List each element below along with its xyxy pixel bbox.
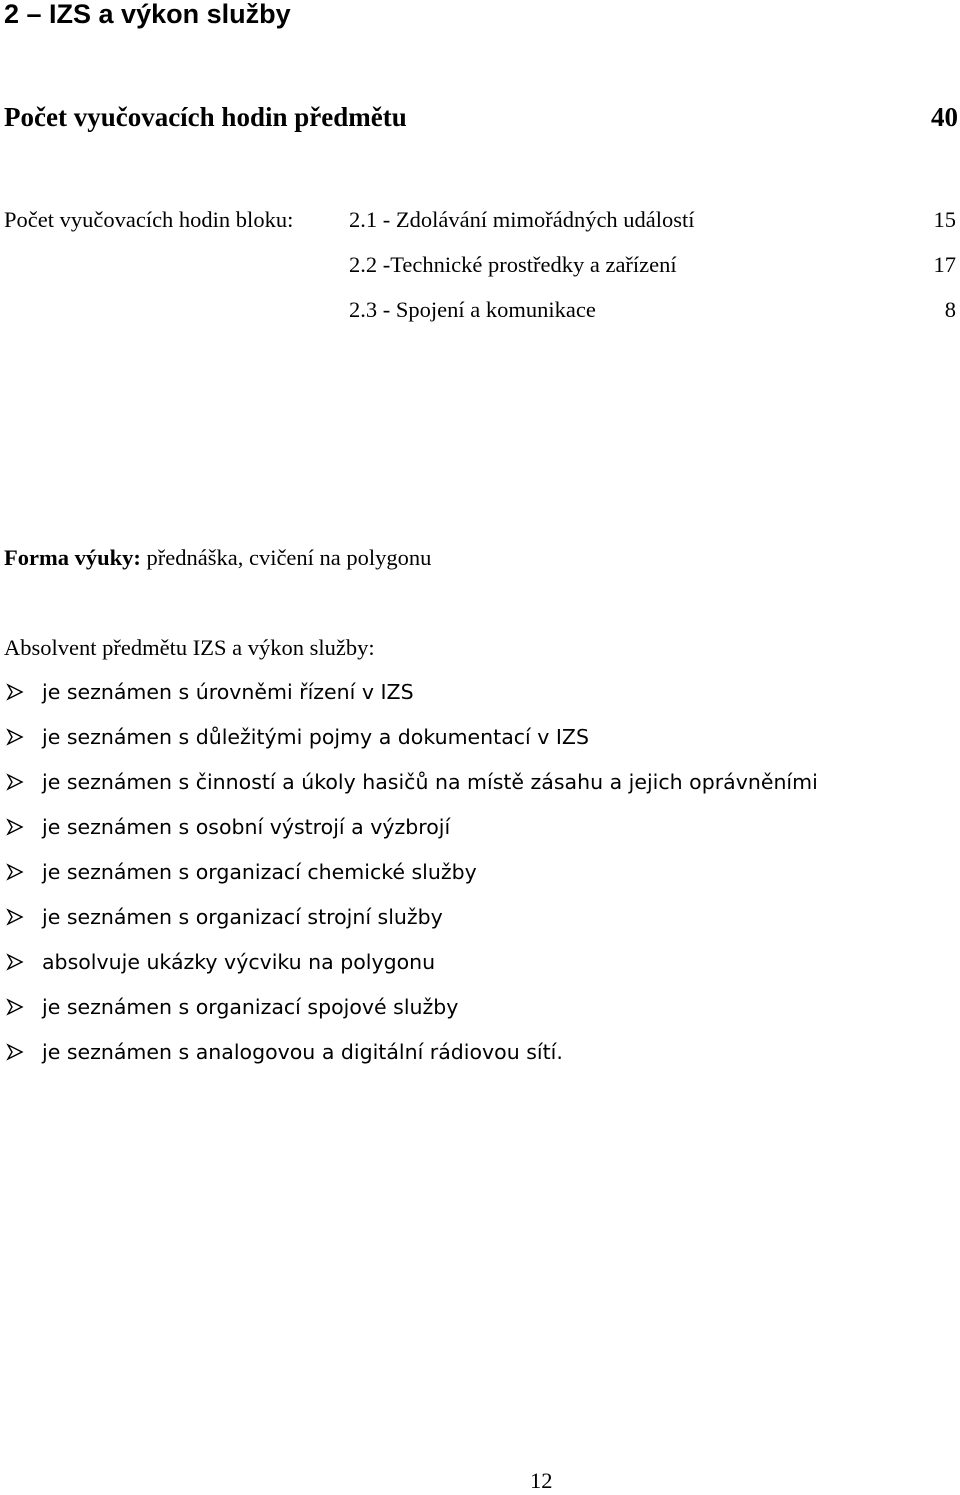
arrow-bullet-icon [6,818,24,836]
outcome-text: je seznámen s organizací strojní služby [42,905,443,929]
outcome-text: je seznámen s osobní výstrojí a výzbrojí [42,815,451,839]
block-name: 2.3 - Spojení a komunikace [349,297,596,322]
arrow-bullet-icon [6,683,24,701]
arrow-bullet-icon [6,773,24,791]
arrow-bullet-icon [6,1043,24,1061]
outcome-text: je seznámen s úrovněmi řízení v IZS [42,680,414,704]
arrow-bullet-icon [6,998,24,1016]
block-name: 2.2 -Technické prostředky a zařízení [349,252,677,277]
outcome-text: je seznámen s analogovou a digitální rádiovou sítí. [42,1040,563,1064]
block-hours: 8 [944,297,956,322]
arrow-bullet-icon [6,953,24,971]
block-hours-label: Počet vyučovacích hodin bloku: [4,207,294,232]
block-name: 2.1 - Zdolávání mimořádných událostí [349,207,695,232]
outcome-text: je seznámen s činností a úkoly hasičů na místě zásahu a jejich oprávněními [42,770,818,794]
arrow-bullet-icon [6,728,24,746]
outcome-text: je seznámen s organizací chemické služby [42,860,477,884]
page-number: 12 [530,1468,553,1493]
block-hours: 15 [933,207,956,232]
subject-hours-heading: Počet vyučovacích hodin předmětu [4,102,407,132]
arrow-bullet-icon [6,863,24,881]
arrow-bullet-icon [6,908,24,926]
outcome-text: je seznámen s důležitými pojmy a dokumentací v IZS [42,725,589,749]
teaching-form [4,544,431,572]
block-hours: 17 [933,252,956,277]
outcome-text: absolvuje ukázky výcviku na polygonu [42,950,436,974]
teaching-form-value: přednáška, cvičení na polygonu [140,545,432,570]
chapter-title: 2 – IZS a výkon služby [4,0,291,29]
subject-hours-total: 40 [931,102,958,132]
teaching-form-label: Forma výuky: [4,545,141,570]
outcome-text: je seznámen s organizací spojové služby [42,995,459,1019]
graduate-heading: Absolvent předmětu IZS a výkon služby: [4,635,375,660]
